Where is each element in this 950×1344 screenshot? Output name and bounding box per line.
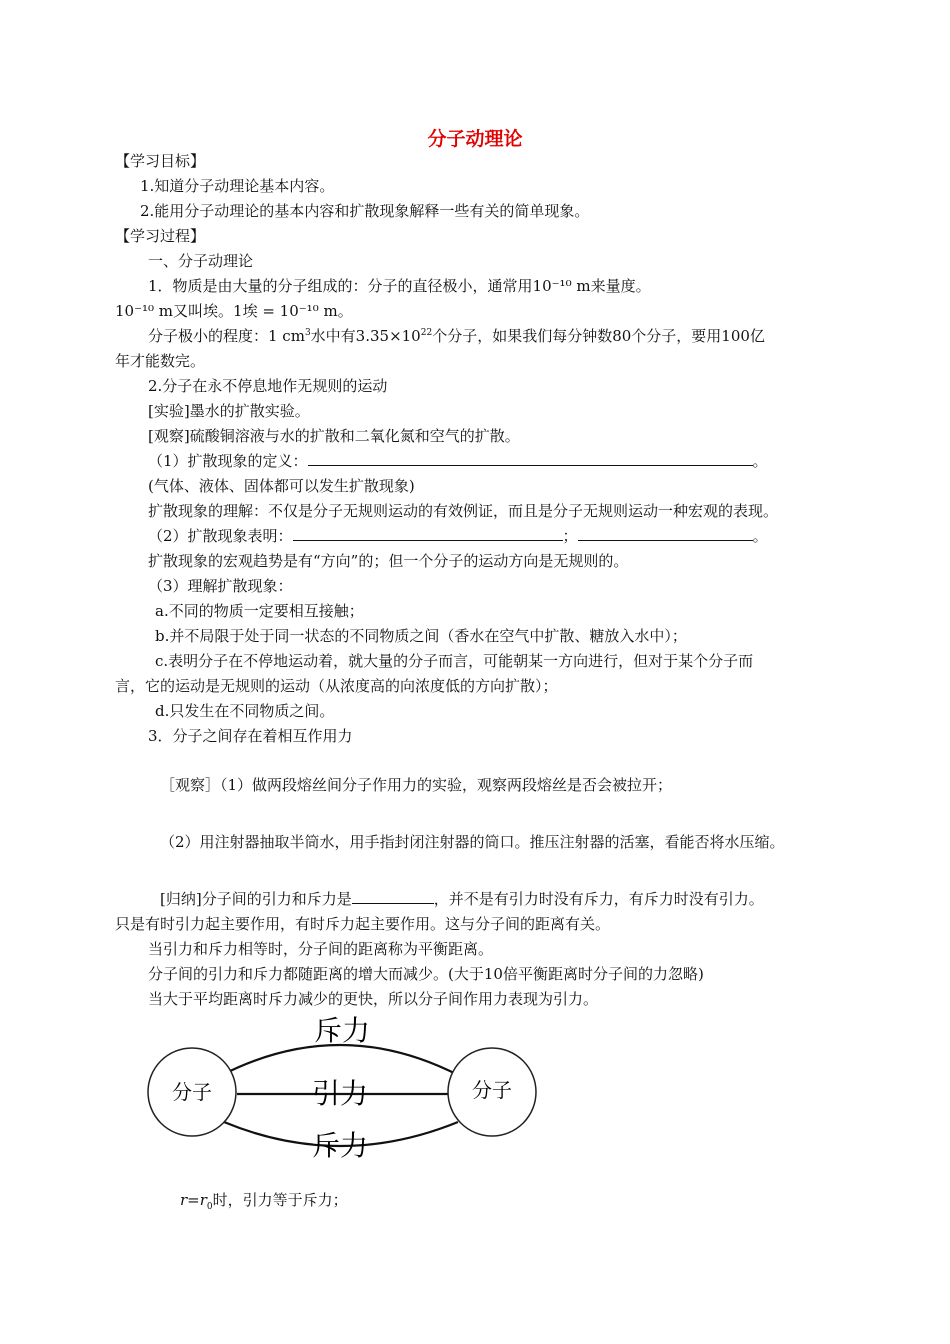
observation-fuse: ［观察］（1）做两段熔丝间分子作用力的实验，观察两段熔丝是否会被拉开； — [160, 776, 673, 794]
part-1-heading: 一、分子动理论 — [148, 252, 254, 270]
answer-blank[interactable] — [352, 889, 434, 904]
answer-blank[interactable] — [293, 526, 563, 541]
experiment-line: [实验]墨水的扩散实验。 — [148, 402, 310, 420]
summary-cont: 只是有时引力起主要作用，有时斥力起主要作用。这与分子间的距离有关。 — [115, 915, 611, 933]
force-diagram — [140, 1010, 550, 1170]
repulsion-bottom-label: 斥力 — [311, 1129, 369, 1162]
text: [归纳]分子间的引力和斥力是 — [160, 890, 352, 908]
observation-line: [观察]硫酸铜溶液与水的扩散和二氧化氮和空气的扩散。 — [148, 427, 520, 445]
text: 时，引力等于斥力； — [212, 1191, 348, 1209]
point-a: a.不同的物质一定要相互接触； — [155, 602, 364, 620]
paragraph-molecule-count-cont: 年才能数完。 — [115, 352, 206, 370]
diffusion-understanding: 扩散现象的理解：不仅是分子无规则运动的有效例证，而且是分子无规则运动一种宏观的表现。 — [148, 502, 779, 520]
text: 水中有3.35×10 — [310, 327, 421, 345]
equilibrium-line: 当引力和斥力相等时，分子间的距离称为平衡距离。 — [148, 940, 494, 958]
superscript: 22 — [420, 328, 433, 338]
subheading-forces: 3．分子之间存在着相互作用力 — [148, 727, 353, 745]
text: 个分子，如果我们每分钟数80个分子，要用100亿 — [432, 327, 765, 345]
answer-blank[interactable] — [308, 451, 753, 466]
text: ； — [562, 527, 578, 545]
text: ，并不是有引力时没有斥力，有斥力时没有引力。 — [433, 890, 764, 908]
repulsion-arc-top — [222, 1045, 458, 1075]
paragraph-molecule-count — [148, 326, 765, 346]
diffusion-shows — [148, 526, 768, 546]
goal-2: 2.能用分子动理论的基本内容和扩散现象解释一些有关的简单现象。 — [140, 202, 590, 220]
subscript: 0 — [206, 1202, 213, 1212]
goal-1: 1.知道分子动理论基本内容。 — [140, 177, 335, 195]
text: 1．物质是由大量的分子组成的：分子的直径极小，通常用 — [148, 277, 533, 295]
subheading-motion: 2.分子在永不停息地作无规则的运动 — [148, 377, 388, 395]
page-title: 分子动理论 — [427, 128, 523, 150]
attraction-line: 当大于平均距离时斥力减少的更快，所以分子间作用力表现为引力。 — [148, 990, 599, 1008]
goals-header: 【学习目标】 — [115, 152, 206, 170]
process-header: 【学习过程】 — [115, 227, 206, 245]
diffusion-note: (气体、液体、固体都可以发生扩散现象) — [148, 477, 415, 495]
summary-line — [160, 889, 764, 909]
decrease-line: 分子间的引力和斥力都随距离的增大而减少。(大于10倍平衡距离时分子间的力忽略) — [148, 965, 704, 983]
point-b: b.并不局限于处于同一状态的不同物质之间（香水在空气中扩散、糖放入水中）； — [155, 627, 687, 645]
diffusion-definition — [148, 451, 768, 471]
point-c-cont: 言，它的运动是无规则的运动（从浓度高的向浓度低的方向扩散）； — [115, 677, 558, 695]
text: r=r — [180, 1191, 207, 1209]
superscript: 3 — [304, 328, 311, 338]
text: 10⁻¹⁰ m来量度。 — [532, 277, 651, 295]
text: （1）扩散现象的定义： — [148, 452, 308, 470]
attraction-label: 引力 — [311, 1077, 369, 1110]
text: 分子极小的程度：1 cm — [148, 327, 305, 345]
molecule-left-label: 分子 — [172, 1080, 212, 1104]
point-c: c.表明分子在不停地运动着，就大量的分子而言，可能朝某一方向进行，但对于某个分子而 — [155, 652, 754, 670]
understand-heading: （3）理解扩散现象： — [148, 577, 293, 595]
paragraph-angstrom: 10⁻¹⁰ m又叫埃。1埃 = 10⁻¹⁰ m。 — [115, 302, 353, 320]
paragraph-molecule-size — [148, 276, 651, 296]
answer-blank[interactable] — [578, 526, 753, 541]
text: 。 — [752, 452, 768, 470]
molecule-right-label: 分子 — [472, 1078, 512, 1102]
observation-syringe: （2）用注射器抽取半筒水，用手指封闭注射器的筒口。推压注射器的活塞，看能否将水压缩。 — [160, 833, 785, 851]
repulsion-top-label: 斥力 — [313, 1014, 371, 1047]
equilibrium-condition — [180, 1190, 348, 1217]
text: 。 — [752, 527, 768, 545]
text: （2）扩散现象表明： — [148, 527, 293, 545]
point-d: d.只发生在不同物质之间。 — [155, 702, 335, 720]
diffusion-trend: 扩散现象的宏观趋势是有“方向”的；但一个分子的运动方向是无规则的。 — [148, 552, 629, 570]
